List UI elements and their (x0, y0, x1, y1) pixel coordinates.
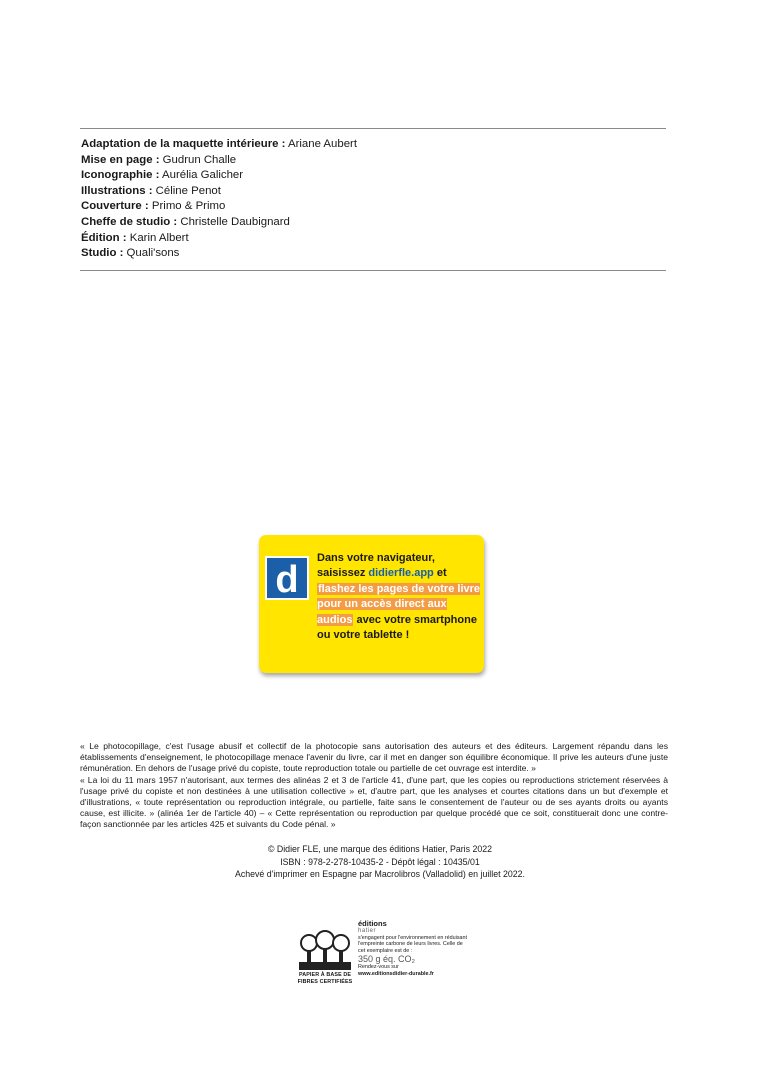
promo-link[interactable]: didierfle.app (368, 567, 434, 580)
credit-role: Couverture : (81, 200, 149, 213)
credit-line (81, 246, 357, 262)
printed-line: Achevé d'imprimer en Espagne par Macrolibros (Valladolid) en juillet 2022. (234, 869, 525, 880)
trees-icon (296, 930, 354, 972)
credit-line (81, 231, 357, 247)
bottom-rule (80, 270, 666, 271)
credit-line (81, 168, 357, 184)
logo-letter: d (275, 559, 299, 598)
credit-name: Karin Albert (126, 231, 189, 244)
promo-text-1: Dans votre navigateur, saisissez (317, 552, 435, 580)
eco-brand: éditions (358, 919, 387, 928)
paper-label: PAPIER À BASE DE FIBRES CERTIFIÉES (297, 972, 353, 985)
eco-brand-sub: hatier (358, 928, 377, 934)
eco-commitment (358, 920, 468, 978)
credit-line (81, 153, 357, 169)
eco-label (292, 919, 468, 994)
eco-weight: 350 g éq. CO₂ (358, 954, 416, 965)
credit-role: Cheffe de studio : (81, 215, 178, 228)
credit-role: Iconographie : (81, 169, 160, 182)
audio-access-sticker (259, 535, 484, 673)
credit-role: Mise en page : (81, 153, 160, 166)
credit-name: Quali'sons (123, 247, 180, 260)
credit-name: Aurélia Galicher (159, 169, 244, 182)
credit-line (81, 199, 357, 215)
credit-line (81, 215, 357, 231)
credits-block (81, 137, 357, 262)
credit-role: Studio : (81, 247, 124, 260)
credit-name: Céline Penot (152, 184, 221, 197)
eco-link-label: Rendez-vous sur (358, 964, 399, 971)
credit-line (81, 184, 357, 200)
credit-name: Primo & Primo (148, 200, 226, 213)
isbn-line: ISBN : 978-2-278-10435-2 - Dépôt légal : 10435/01 (280, 856, 480, 867)
eco-url[interactable]: www.editionsdidier-durable.fr (358, 970, 434, 977)
credit-role: Illustrations : (81, 184, 153, 197)
promo-highlight: flashez les pages de votre livre pour un accès direct aux audios (317, 582, 481, 626)
legal-paragraph-law: « La loi du 11 mars 1957 n'autorisant, aux termes des alinéas 2 et 3 de l'article 41, d'une part, que les copies ou reproductions strictement réservées à l'usage privé du copiste et non destinées à une utilisation collective » et, d'autre part, que les analyses et courtes citations dans un but d'exemple et d'illustrations, « toute représentation ou reproduction intégrale, ou partielle, faite sans le consentement de l'auteur ou de ses ayants droits ou ayants cause, est illicite. » (alinéa 1er de l'article 40) – « Cette représentation ou reproduction par quelque procédé que ce soit, constituerait donc une contre-façon sanctionnée par les articles 425 et suivants du Code pénal. » (80, 774, 668, 830)
legal-notice (80, 741, 668, 831)
promo-text (317, 551, 481, 643)
didier-logo-icon (265, 556, 309, 600)
promo-text-3: avec votre smartphone ou votre tablette ! (317, 613, 477, 642)
credit-role: Édition : (81, 231, 127, 244)
promo-text-2: et (433, 567, 447, 580)
credit-name: Ariane Aubert (285, 138, 357, 150)
credit-role: Adaptation de la maquette intérieure : (81, 138, 286, 150)
imprint-block (0, 843, 760, 881)
credit-line (81, 137, 357, 153)
copyright-line: © Didier FLE, une marque des éditions Hatier, Paris 2022 (267, 844, 493, 854)
eco-commitment-text: s'engagent pour l'environnement en réduisant l'empreinte carbone de leurs livres. Celle de cet exemplaire est de : (358, 934, 468, 954)
top-rule (80, 128, 666, 129)
credit-name: Gudrun Challe (159, 153, 237, 166)
credit-name: Christelle Daubignard (177, 215, 290, 228)
legal-paragraph-photocopillage: « Le photocopillage, c'est l'usage abusif et collectif de la photocopie sans autorisation des auteurs et des éditeurs. Largement répandu dans les établissements d'enseignement, le photocopillage menace l'avenir du livre, car il met en danger son équilibre économique. Il prive les auteurs d'une juste rémunération. En dehors de l'usage privé du copiste, toute reproduction totale ou partielle de cet ouvrage est interdite. » (80, 741, 668, 774)
